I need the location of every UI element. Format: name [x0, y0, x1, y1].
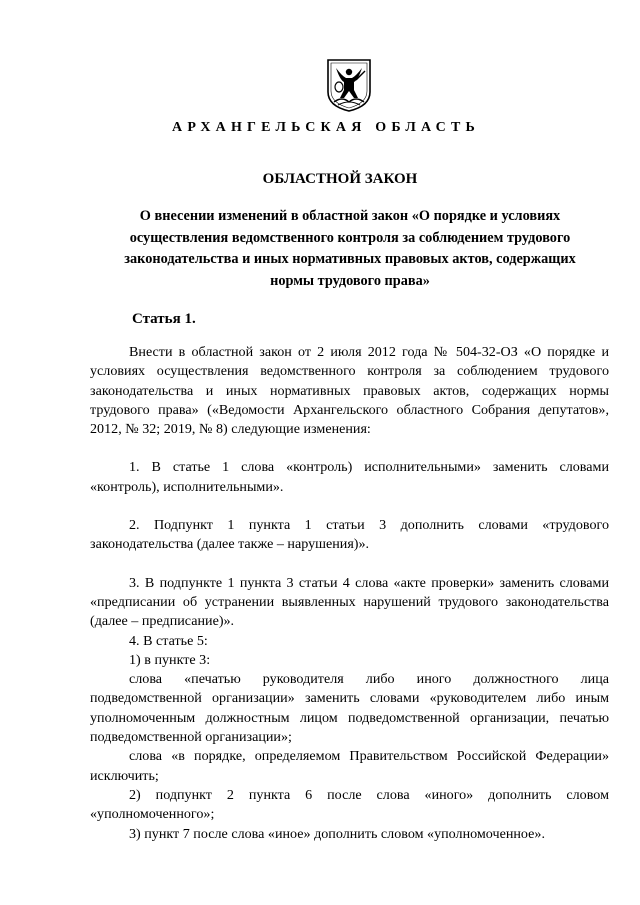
item-2-paragraph: 2. Подпункт 1 пункта 1 статьи 3 дополнить словами «трудового законодательства (далее также – нарушения)».: [90, 517, 609, 553]
coat-of-arms-icon: [326, 58, 372, 112]
article-heading: Статья 1.: [132, 311, 196, 327]
document-type: ОБЛАСТНОЙ ЗАКОН: [262, 171, 418, 187]
item-4-subitem-1-b: слова «в порядке, определяемом Правительством Российской Федерации» исключить;: [90, 748, 609, 784]
region-name: АРХАНГЕЛЬСКАЯ ОБЛАСТЬ: [172, 120, 480, 135]
article-intro-paragraph: Внести в областной закон от 2 июля 2012 года № 504-32-ОЗ «О порядке и условиях осуществления ведомственного контроля за соблюдением трудового законодательства и иных нормативных правовых актов, содержащих нормы трудового права» («Ведомости Архангельского областного Собрания депутатов», 2012, № 32; 2019, № 8) следующие изменения:: [90, 344, 609, 438]
item-4-subitem-1: 1) в пункте 3:: [129, 651, 211, 668]
document-title: О внесении изменений в областной закон «О порядке и условиях осуществления ведомственного контроля за соблюдением трудового законодательства и иных нормативных правовых актов, содержащих нормы трудового права»: [124, 208, 576, 289]
item-4-subitem-1-a: слова «печатью руководителя либо иного должностного лица подведомственной организации» заменить словами «руководителем либо иным уполномоченным должностным лицом подведомственной организации, печатью подведомственной организации»;: [90, 671, 609, 746]
article-body: [90, 343, 609, 844]
item-4-subitem-2: 2) подпункт 2 пункта 6 после слова «иного» дополнить словом «уполномоченного»;: [90, 786, 609, 823]
item-3-paragraph: 3. В подпункте 1 пункта 3 статьи 4 слова «акте проверки» заменить словами «предписании об устранении выявленных нарушений трудового законодательства (далее – предписание)».: [90, 574, 609, 630]
item-1-paragraph: 1. В статье 1 слова «контроль) исполнительными» заменить словами «контроль), исполнительными».: [90, 459, 609, 495]
item-4-subitem-3: 3) пункт 7 после слова «иное» дополнить словом «уполномоченное».: [129, 825, 545, 842]
item-4-heading: 4. В статье 5:: [129, 632, 208, 649]
